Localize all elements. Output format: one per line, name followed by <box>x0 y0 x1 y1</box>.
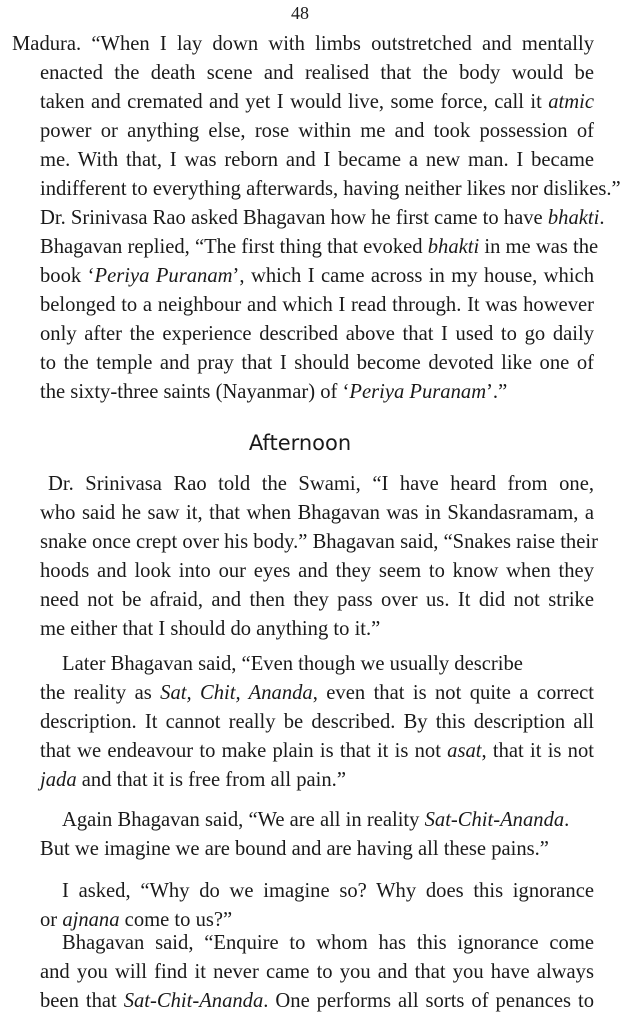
text-line: need not be afraid, and then they pass over us. It did not strike <box>40 589 594 611</box>
text-line: Bhagavan said, “Enquire to whom has this ignorance come <box>62 932 594 954</box>
text-line: or ajnana come to us?” <box>40 909 233 931</box>
text-line: and you will find it never came to you and that you have always <box>40 961 594 983</box>
text-line: enacted the death scene and realised that the body would be <box>40 62 594 84</box>
text-line: Later Bhagavan said, “Even though we usually describe <box>62 653 523 675</box>
text-line: that we endeavour to make plain is that it is not asat, that it is not <box>40 740 594 762</box>
text-line: jada and that it is free from all pain.” <box>40 769 346 791</box>
text-line: the sixty-three saints (Nayanmar) of ‘Periya Puranam’.” <box>40 381 508 403</box>
text-line: me. With that, I was reborn and I became a new man. I became <box>40 149 594 171</box>
paragraph-question <box>12 877 594 935</box>
paragraph-enquire <box>12 929 594 1016</box>
text-line: description. It cannot really be described. By this description all <box>40 711 594 733</box>
text-line: power or anything else, rose within me and took possession of <box>40 120 594 142</box>
text-line: But we imagine we are bound and are having all these pains.” <box>40 838 549 860</box>
paragraph-sat-chit-ananda <box>12 806 594 864</box>
paragraph-snake <box>12 470 598 644</box>
text-line: I asked, “Why do we imagine so? Why does this ignorance <box>62 880 594 902</box>
paragraph-madura <box>12 30 621 407</box>
text-line: Again Bhagavan said, “We are all in reality Sat-Chit-Ananda. <box>62 809 570 831</box>
text-line: Madura. “When I lay down with limbs outstretched and mentally <box>12 33 594 55</box>
paragraph-reality <box>12 650 594 795</box>
page-number: 48 <box>291 3 309 23</box>
text-line: Dr. Srinivasa Rao asked Bhagavan how he first came to have bhakti. <box>40 207 605 229</box>
text-line: book ‘Periya Puranam’, which I came across in my house, which <box>40 265 595 287</box>
text-line: only after the experience described above that I used to go daily <box>40 323 594 345</box>
text-line: taken and cremated and yet I would live, some force, call it atmic <box>40 91 594 113</box>
text-line: Dr. Srinivasa Rao told the Swami, “I have heard from one, <box>48 473 594 495</box>
text-line: snake once crept over his body.” Bhagavan said, “Snakes raise their <box>40 531 598 553</box>
text-line: who said he saw it, that when Bhagavan was in Skandasramam, a <box>40 502 594 524</box>
text-line: the reality as Sat, Chit, Ananda, even that is not quite a correct <box>40 682 594 704</box>
text-line: been that Sat-Chit-Ananda. One performs all sorts of penances to <box>40 990 594 1012</box>
text-line: me either that I should do anything to it.” <box>40 618 381 640</box>
text-line: indifferent to everything afterwards, having neither likes nor dislikes.” <box>40 178 621 200</box>
text-line: hoods and look into our eyes and they seem to know when they <box>40 560 594 582</box>
text-line: Bhagavan replied, “The first thing that evoked bhakti in me was the <box>40 236 599 258</box>
text-line: to the temple and pray that I should become devoted like one of <box>40 352 594 374</box>
section-heading: Afternoon <box>248 431 352 455</box>
text-line: belonged to a neighbour and which I read through. It was however <box>40 294 594 316</box>
